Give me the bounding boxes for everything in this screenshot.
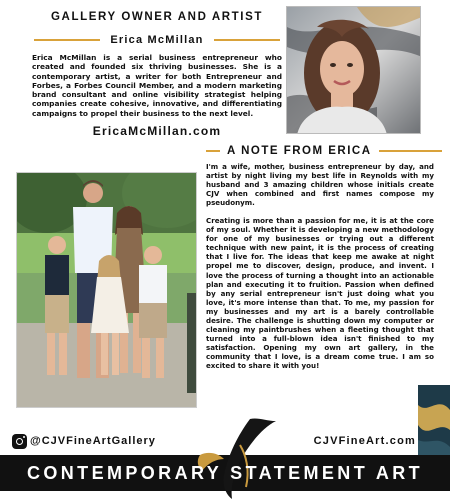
brush-stroke-decoration [180, 415, 290, 501]
note-body [206, 162, 434, 379]
note-paragraph-2: Creating is more than a passion for me, it is at the core of my soul. Whether it is developing a new methodology for one of my businesses or trying out a different technique with new paint, it is the process of creating that I live for. The ideas that keep me awake at night propel me to discover, design, produce, and invent. I love the process of turning a thought into an actionable plan and executing it to fruition. Passion when defined by any serial entrepreneur isn't just doing what you love, it's more intense than that. To me, my passion for my businesses and my art is a barely controllable desire. The challenge is shutting down my computer or cleaning my paintbrushes when a fleeting thought that turned into a full-blown idea isn't finished to my satisfaction. Opening my own art gallery, in the community that I love, is a dream come true. I am so excited to share it with you! [206, 216, 434, 370]
instagram-icon [12, 434, 27, 449]
portrait-photo [286, 6, 421, 134]
note-paragraph-1: I'm a wife, mother, business entrepreneur by day, and artist by night living my best life in Reynolds with my husband and 3 amazing children whose initials create CJV when combined and first names compose my pseudonym. [206, 162, 434, 208]
divider-left [34, 39, 100, 41]
banner-text: CONTEMPORARY STATEMENT ART [26, 462, 424, 483]
instagram-link[interactable] [12, 434, 156, 449]
divider-right [214, 39, 280, 41]
page-title: GALLERY OWNER AND ARTIST [51, 11, 263, 23]
family-photo [16, 172, 197, 408]
name-heading [34, 33, 280, 47]
social-handle: @CJVFineArtGallery [30, 435, 156, 447]
website-link[interactable]: EricaMcMillan.com [92, 124, 222, 138]
artist-name: Erica McMillan [110, 34, 204, 46]
note-heading [206, 144, 442, 158]
artwork-thumbnail [418, 385, 450, 465]
bio-paragraph: Erica McMillan is a serial business entrepreneur who created and founded six thriving businesses. She is a contemporary artist, a writer for both Entrepreneur and Forbes, a Forbes Council Member, and a modern marketing brand consultant and online visibility strategist helping companies create cohesive, innovative, and differentiating campaigns to propel their business to the next level. [32, 53, 282, 118]
gallery-website-link[interactable]: CJVFineArt.com [313, 435, 416, 447]
note-title: A NOTE FROM ERICA [227, 145, 372, 157]
note-divider-left [206, 150, 220, 152]
note-divider-right [379, 150, 442, 152]
